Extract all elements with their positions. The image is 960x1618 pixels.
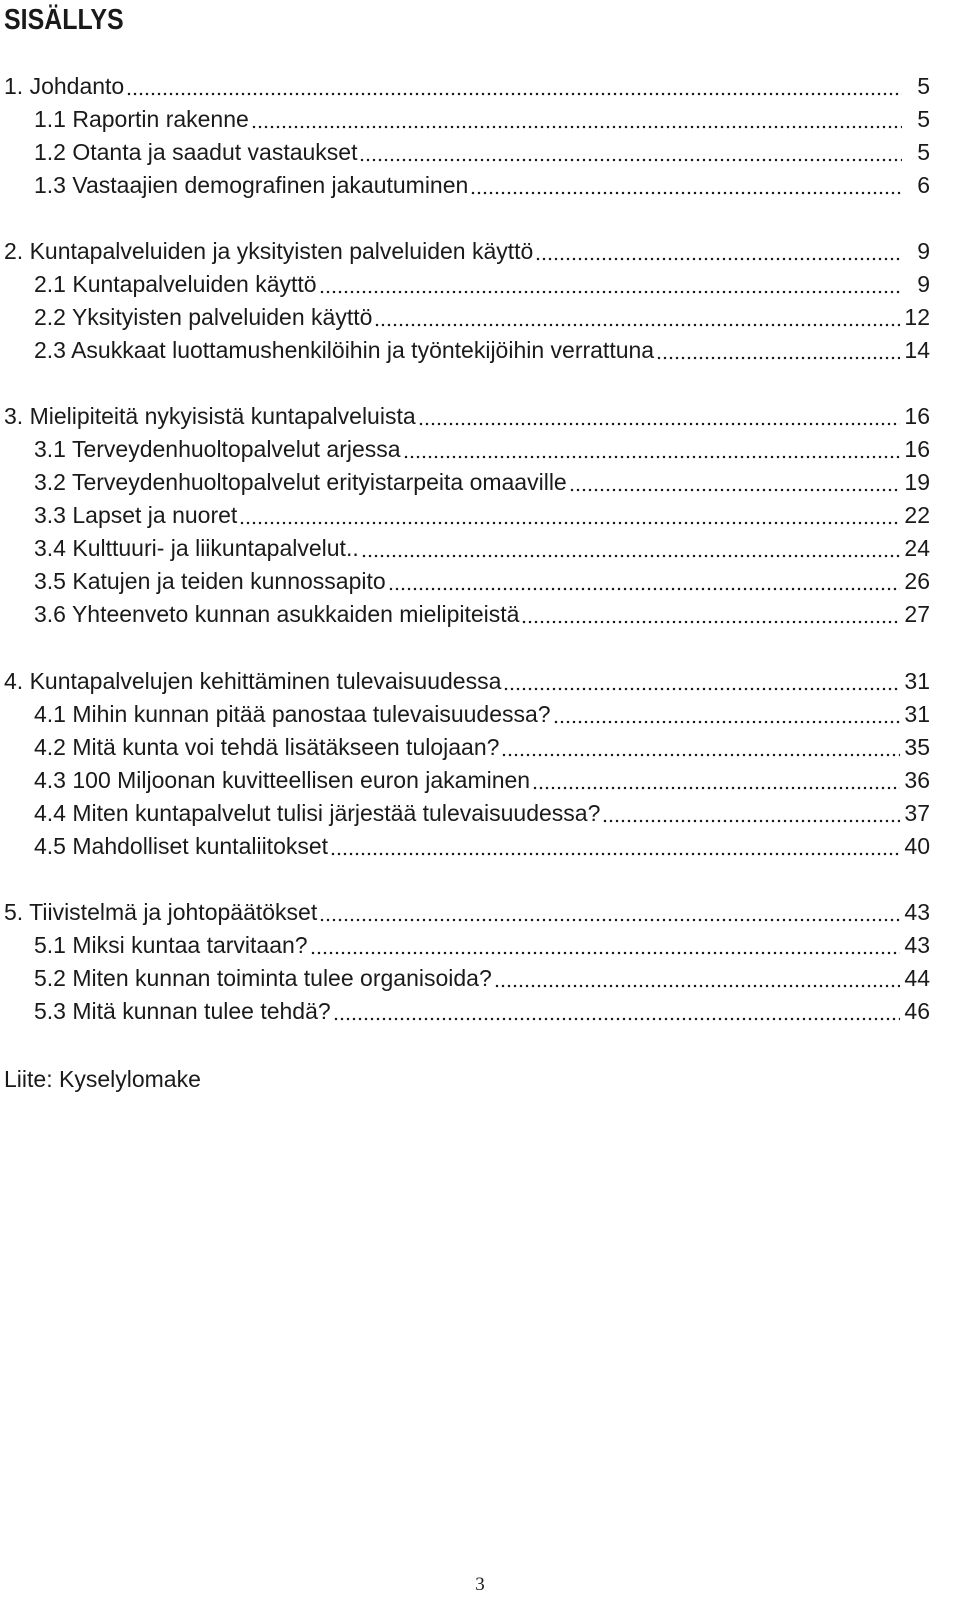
toc-entry-2-3[interactable] bbox=[34, 333, 930, 367]
toc-entry-3[interactable] bbox=[4, 399, 930, 433]
toc-entry-page: 6 bbox=[917, 172, 930, 198]
toc-entry-label: 3.2 Terveydenhuoltopalvelut erityistarpeita omaaville bbox=[34, 469, 567, 495]
toc-entry-1-3[interactable] bbox=[34, 168, 930, 202]
toc-entry-page: 44 bbox=[904, 965, 930, 991]
toc-leader-dots bbox=[403, 450, 901, 460]
toc-entry-label: 3.3 Lapset ja nuoret bbox=[34, 502, 238, 528]
toc-leader-dots bbox=[374, 318, 900, 328]
toc-entry-2-1[interactable] bbox=[34, 267, 930, 301]
toc-entry-3-1[interactable] bbox=[34, 432, 930, 466]
toc-entry-label: 1.1 Raportin rakenne bbox=[34, 106, 249, 132]
toc-leader-dots bbox=[503, 682, 900, 692]
toc-entry-4-1[interactable] bbox=[34, 697, 930, 731]
toc-entry-page: 5 bbox=[917, 139, 930, 165]
toc-entry-label: 2.3 Asukkaat luottamushenkilöihin ja työntekijöihin verrattuna bbox=[34, 337, 655, 363]
toc-entry-3-2[interactable] bbox=[34, 465, 930, 499]
toc-entry-page: 12 bbox=[904, 304, 930, 330]
toc-entry-5[interactable] bbox=[4, 895, 930, 929]
toc-entry-4-4[interactable] bbox=[34, 796, 930, 830]
toc-leader-dots bbox=[470, 186, 902, 196]
toc-entry-label: 4.5 Mahdolliset kuntaliitokset bbox=[34, 833, 329, 859]
toc-entry-page: 37 bbox=[904, 800, 930, 826]
toc-entry-page: 16 bbox=[904, 436, 930, 462]
toc-entry-page: 9 bbox=[917, 238, 930, 264]
toc-entry-5-1[interactable] bbox=[34, 928, 930, 962]
toc-leader-dots bbox=[656, 351, 900, 361]
toc-leader-dots bbox=[521, 615, 900, 625]
toc-entry-page: 35 bbox=[904, 734, 930, 760]
toc-entry-label: 3. Mielipiteitä nykyisistä kuntapalveluista bbox=[4, 403, 416, 429]
toc-leader-dots bbox=[319, 913, 900, 923]
toc-entry-label: 5. Tiivistelmä ja johtopäätökset bbox=[4, 899, 318, 925]
toc-entry-label: 1.2 Otanta ja saadut vastaukset bbox=[34, 139, 358, 165]
toc-entry-label: 1.3 Vastaajien demografinen jakautuminen bbox=[34, 172, 469, 198]
toc-leader-dots bbox=[251, 120, 902, 130]
toc-entry-4-3[interactable] bbox=[34, 763, 930, 797]
toc-entry-label: 4.4 Miten kuntapalvelut tulisi järjestää tulevaisuudessa? bbox=[34, 800, 601, 826]
toc-entry-page: 5 bbox=[917, 73, 930, 99]
toc-leader-dots bbox=[494, 979, 901, 989]
toc-entry-4-2[interactable] bbox=[34, 730, 930, 764]
toc-leader-dots bbox=[361, 549, 901, 559]
toc-entry-3-5[interactable] bbox=[34, 564, 930, 598]
toc-entry-2[interactable] bbox=[4, 234, 930, 268]
toc-entry-3-3[interactable] bbox=[34, 498, 930, 532]
toc-entry-page: 5 bbox=[917, 106, 930, 132]
toc-leader-dots bbox=[333, 1012, 901, 1022]
toc-entry-4[interactable] bbox=[4, 664, 930, 698]
page-number: 3 bbox=[475, 1574, 485, 1595]
toc-leader-dots bbox=[418, 417, 901, 427]
toc-leader-dots bbox=[359, 153, 902, 163]
toc-entry-4-5[interactable] bbox=[34, 829, 930, 863]
toc-entry-3-6[interactable] bbox=[34, 597, 930, 631]
toc-entry-1[interactable] bbox=[4, 69, 930, 103]
toc-entry-page: 40 bbox=[904, 833, 930, 859]
toc-entry-label: 3.6 Yhteenveto kunnan asukkaiden mielipiteistä bbox=[34, 601, 520, 627]
toc-entry-5-2[interactable] bbox=[34, 961, 930, 995]
toc-entry-page: 9 bbox=[917, 271, 930, 297]
toc-entry-page: 24 bbox=[904, 535, 930, 561]
appendix-entry[interactable]: Liite: Kyselylomake bbox=[4, 1066, 201, 1092]
toc-entry-label: 3.5 Katujen ja teiden kunnossapito bbox=[34, 568, 386, 594]
toc-entry-label: 5.1 Miksi kuntaa tarvitaan? bbox=[34, 932, 308, 958]
toc-entry-label: 5.3 Mitä kunnan tulee tehdä? bbox=[34, 998, 331, 1024]
toc-leader-dots bbox=[532, 781, 900, 791]
toc-entry-2-2[interactable] bbox=[34, 300, 930, 334]
toc-entry-page: 36 bbox=[904, 767, 930, 793]
toc-entry-label: 3.4 Kulttuuri- ja liikuntapalvelut.. bbox=[34, 535, 359, 561]
toc-entry-page: 14 bbox=[904, 337, 930, 363]
toc-entry-label: 1. Johdanto bbox=[4, 73, 125, 99]
toc-entry-label: 4.1 Mihin kunnan pitää panostaa tulevaisuudessa? bbox=[34, 701, 551, 727]
toc-leader-dots bbox=[535, 252, 902, 262]
toc-entry-page: 27 bbox=[904, 601, 930, 627]
toc-leader-dots bbox=[569, 483, 901, 493]
toc-entry-page: 43 bbox=[904, 899, 930, 925]
toc-leader-dots bbox=[388, 582, 901, 592]
toc-entry-label: 3.1 Terveydenhuoltopalvelut arjessa bbox=[34, 436, 401, 462]
toc-leader-dots bbox=[319, 285, 902, 295]
page-title: SISÄLLYS bbox=[4, 4, 124, 36]
toc-leader-dots bbox=[239, 516, 900, 526]
toc-entry-page: 31 bbox=[904, 668, 930, 694]
toc-entry-page: 46 bbox=[904, 998, 930, 1024]
toc-entry-1-1[interactable] bbox=[34, 102, 930, 136]
toc-entry-label: 4.3 100 Miljoonan kuvitteellisen euron jakaminen bbox=[34, 767, 531, 793]
toc-entry-label: 4.2 Mitä kunta voi tehdä lisätäkseen tulojaan? bbox=[34, 734, 500, 760]
toc-leader-dots bbox=[330, 847, 900, 857]
toc-entry-5-3[interactable] bbox=[34, 994, 930, 1028]
toc-leader-dots bbox=[501, 748, 900, 758]
toc-entry-page: 22 bbox=[904, 502, 930, 528]
toc-entry-label: 2. Kuntapalveluiden ja yksityisten palveluiden käyttö bbox=[4, 238, 534, 264]
toc-entry-page: 26 bbox=[904, 568, 930, 594]
toc-entry-label: 2.2 Yksityisten palveluiden käyttö bbox=[34, 304, 373, 330]
toc-entry-3-4[interactable] bbox=[34, 531, 930, 565]
toc-entry-page: 19 bbox=[904, 469, 930, 495]
toc-entry-page: 31 bbox=[904, 701, 930, 727]
toc-leader-dots bbox=[310, 946, 901, 956]
toc-entry-label: 5.2 Miten kunnan toiminta tulee organisoida? bbox=[34, 965, 492, 991]
toc-leader-dots bbox=[126, 87, 902, 97]
toc-leader-dots bbox=[602, 814, 900, 824]
toc-entry-label: 2.1 Kuntapalveluiden käyttö bbox=[34, 271, 317, 297]
toc-entry-page: 43 bbox=[904, 932, 930, 958]
toc-entry-1-2[interactable] bbox=[34, 135, 930, 169]
toc-leader-dots bbox=[553, 715, 901, 725]
toc-entry-label: 4. Kuntapalvelujen kehittäminen tulevaisuudessa bbox=[4, 668, 502, 694]
toc-entry-page: 16 bbox=[904, 403, 930, 429]
